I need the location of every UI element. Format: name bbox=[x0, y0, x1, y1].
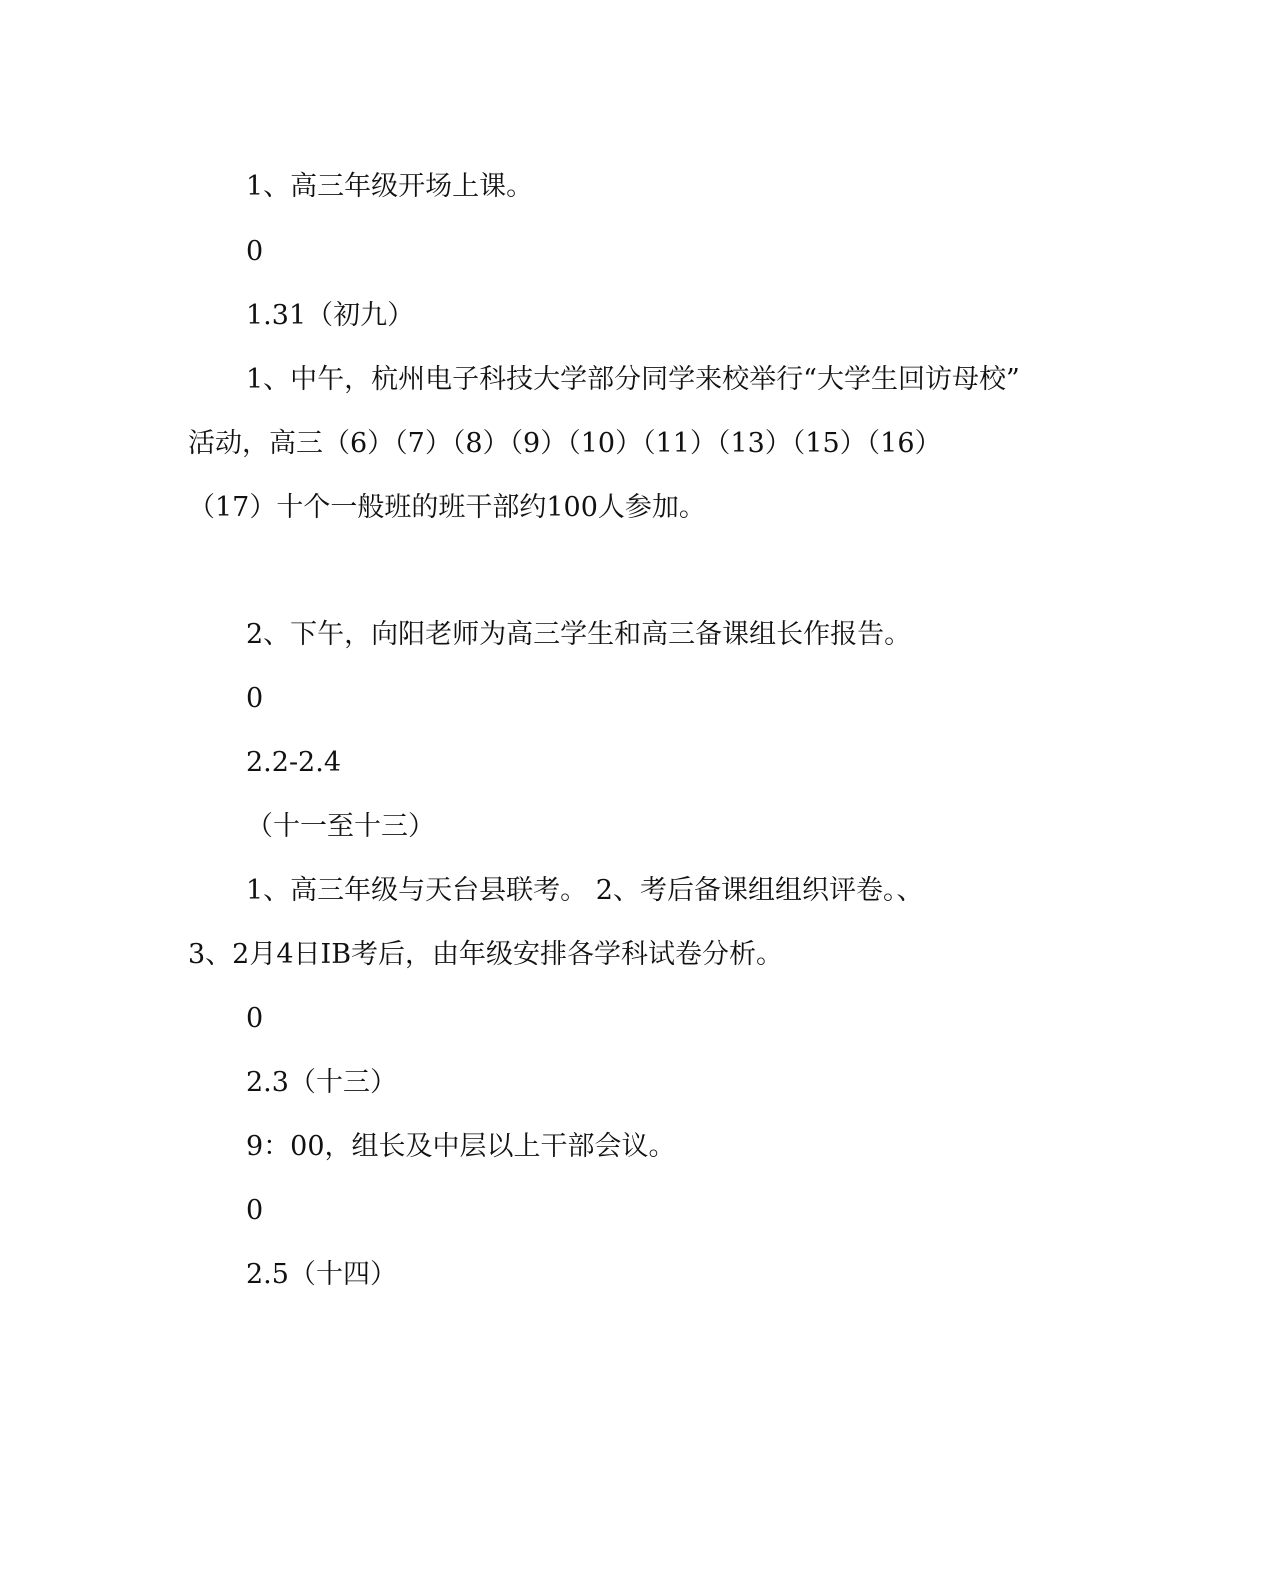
date-heading: （十一至十三） bbox=[246, 811, 435, 842]
paragraph-line: 0 bbox=[246, 1195, 264, 1226]
paragraph-line: 0 bbox=[246, 1003, 264, 1034]
date-heading: 2.3（十三） bbox=[246, 1067, 397, 1098]
date-heading: 2.2-2.4 bbox=[246, 747, 342, 778]
paragraph-line: 2、下午，向阳老师为高三学生和高三备课组长作报告。 bbox=[246, 619, 912, 650]
paragraph-line: 1、中午，杭州电子科技大学部分同学来校举行“大学生回访母校” bbox=[246, 364, 1020, 395]
paragraph-line: 活动，高三（6）（7）（8）（9）（10）（11）（13）（15）（16） bbox=[188, 428, 942, 459]
paragraph-line: 1、高三年级开场上课。 bbox=[246, 171, 534, 202]
date-heading: 1.31（初九） bbox=[246, 300, 415, 331]
paragraph-line: 3、2月4日ⅠB考后，由年级安排各学科试卷分析。 bbox=[188, 939, 784, 970]
date-heading: 2.5（十四） bbox=[246, 1259, 397, 1290]
paragraph-line: 0 bbox=[246, 683, 264, 714]
paragraph-line: （17）十个一般班的班干部约100人参加。 bbox=[188, 492, 706, 523]
paragraph-line: 0 bbox=[246, 236, 264, 267]
paragraph-line: 9：00，组长及中层以上干部会议。 bbox=[246, 1131, 676, 1162]
paragraph-line: 1、高三年级与天台县联考。 2、考后备课组组织评卷。、 bbox=[246, 875, 924, 906]
